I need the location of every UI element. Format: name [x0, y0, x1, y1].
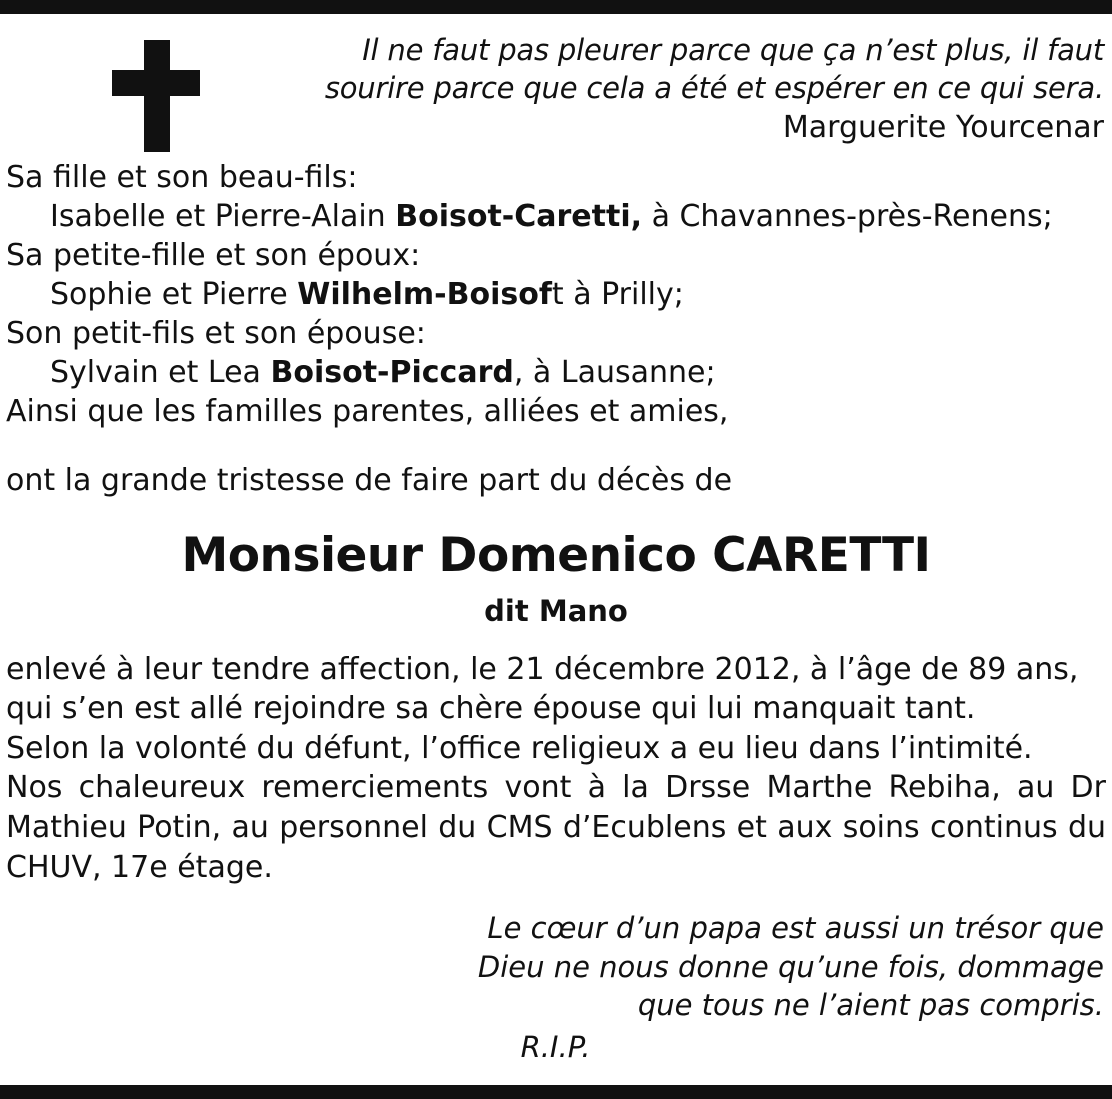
family-names-2-prefix: Sophie et Pierre: [50, 277, 298, 312]
christian-cross-icon: [112, 40, 200, 152]
family-names-1-prefix: Isabelle et Pierre-Alain: [50, 199, 396, 234]
epigraph-line-2: sourire parce que cela a été et espérer en ce qui sera.: [324, 70, 1104, 105]
top-border-rule: [0, 0, 1112, 14]
family-role-2: Sa petite-fille et son époux:: [6, 238, 421, 273]
body-line-3: Selon la volonté du défunt, l’office religieux a eu lieu dans l’intimité.: [6, 730, 1033, 766]
poem-line-1: Le cœur d’un papa est aussi un trésor que: [487, 911, 1104, 946]
family-closing-line-2: ont la grande tristesse de faire part du décès de: [6, 463, 733, 498]
cross-container: [6, 32, 306, 152]
deceased-name: Monsieur Domenico CARETTI: [181, 528, 931, 583]
family-names-3-surname: Boisot-Piccard: [270, 355, 514, 390]
poem-line-3: que tous ne l’aient pas compris.: [637, 987, 1104, 1022]
body-line-2: qui s’en est allé rejoindre sa chère épouse qui lui manquait tant.: [6, 691, 976, 727]
rip-text: R.I.P.: [520, 1030, 591, 1065]
poem-line-2: Dieu ne nous donne qu’une fois, dommage: [477, 949, 1104, 984]
family-names-1-surname: Boisot-Caretti,: [395, 199, 643, 234]
cross-vertical-bar: [144, 40, 170, 152]
epigraph-author: Marguerite Yourcenar: [782, 110, 1104, 146]
family-names-2: [50, 275, 1106, 314]
family-role-1: Sa fille et son beau-fils:: [6, 160, 358, 195]
family-names-3-suffix: , à Lausanne;: [513, 355, 716, 390]
family-list: [6, 158, 1106, 500]
cross-horizontal-bar: [112, 70, 200, 96]
notice-header: [6, 14, 1106, 152]
notice-body: [6, 650, 1106, 888]
family-names-1: [50, 197, 1106, 236]
bottom-border-rule: [0, 1085, 1112, 1099]
family-names-3-prefix: Sylvain et Lea: [50, 355, 271, 390]
closing-poem: [6, 909, 1106, 1024]
family-names-2-surname: Wilhelm-Boisof: [297, 277, 552, 312]
deceased-block: [6, 530, 1106, 628]
family-role-3: Son petit-fils et son épouse:: [6, 316, 426, 351]
epigraph: [306, 32, 1106, 147]
deceased-alias: dit Mano: [484, 593, 628, 628]
family-names-3: [50, 353, 1106, 392]
family-names-1-suffix: à Chavannes-près-Renens;: [642, 199, 1053, 234]
body-thanks: Nos chaleureux remerciements vont à la Drsse Marthe Rebiha, au Dr Mathieu Potin, au personnel du CMS d’Ecublens et aux soins continus du CHUV, 17e étage.: [6, 770, 1106, 885]
family-names-2-suffix: t à Prilly;: [551, 277, 684, 312]
epigraph-line-1: Il ne faut pas pleurer parce que ça n’est plus, il faut: [362, 33, 1104, 67]
family-closing-line-1: Ainsi que les familles parentes, alliées et amies,: [6, 394, 729, 429]
notice-content: [0, 14, 1112, 1085]
body-line-1: enlevé à leur tendre affection, le 21 décembre 2012, à l’âge de 89 ans,: [6, 651, 1079, 687]
